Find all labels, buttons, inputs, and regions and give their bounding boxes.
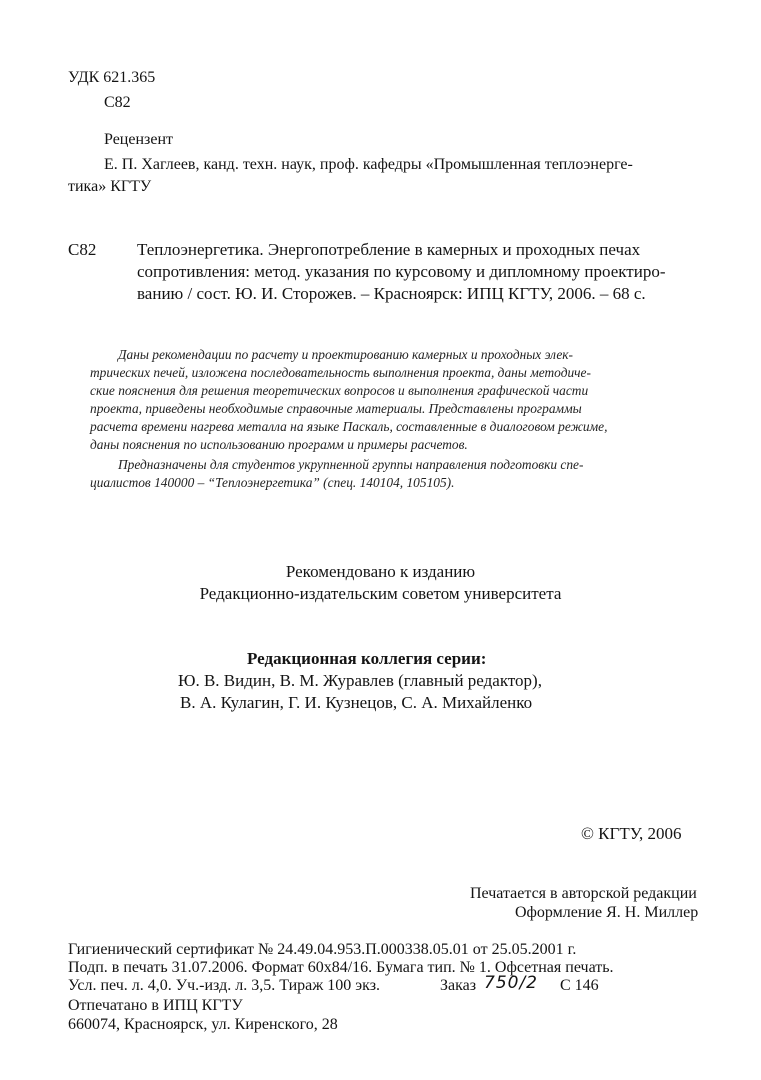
copyright: © КГТУ, 2006	[581, 824, 682, 843]
author-sign-code: С82	[104, 94, 131, 111]
recommendation-line-1: Рекомендовано к изданию	[285, 562, 476, 581]
imprint-line-5: 660074, Красноярск, ул. Киренского, 28	[68, 1016, 338, 1033]
abstract-line-7: Предназначены для студентов укрупненной группы направления подготовки спе-	[118, 457, 584, 472]
order-code: С 146	[560, 977, 599, 994]
order-label: Заказ	[440, 977, 477, 994]
udk-code: УДК 621.365	[68, 69, 156, 86]
imprint-line-2: Подп. в печать 31.07.2006. Формат 60х84/16. Бумага тип. № 1. Офсетная печать.	[68, 959, 614, 976]
recommendation-line-2: Редакционно-издательским советом университета	[199, 584, 562, 603]
reviewer-line-1: Е. П. Хаглеев, канд. техн. наук, проф. кафедры «Промышленная теплоэнерге-	[104, 156, 633, 173]
abstract-line-8: циалистов 140000 – “Теплоэнергетика” (спец. 140104, 105105).	[90, 475, 455, 490]
imprint-line-1: Гигиенический сертификат № 24.49.04.953.П.000338.05.01 от 25.05.2001 г.	[68, 941, 577, 958]
reviewer-line-2: тика» КГТУ	[68, 178, 152, 195]
board-line-2: В. А. Кулагин, Г. И. Кузнецов, С. А. Михайленко	[180, 693, 533, 712]
reviewer-label: Рецензент	[104, 131, 173, 148]
board-line-1: Ю. В. Видин, В. М. Журавлев (главный редактор),	[178, 671, 542, 690]
abstract-line-5: расчета времени нагрева металла на языке Паскаль, составленные в диалоговом режиме,	[90, 419, 608, 434]
abstract-line-2: трических печей, изложена последовательность выполнения проекта, даны методиче-	[90, 365, 591, 380]
bib-code: С82	[68, 240, 97, 259]
imprint-line-3: Усл. печ. л. 4,0. Уч.-изд. л. 3,5. Тираж 100 экз.	[68, 977, 381, 994]
edition-line-2: Оформление Я. Н. Миллер	[515, 904, 699, 921]
abstract-line-4: проекта, приведены необходимые справочные материалы. Представлены программы	[90, 401, 582, 416]
order-number-handwritten: 750/2	[484, 973, 538, 993]
edition-line-1: Печатается в авторской редакции	[470, 885, 697, 902]
board-title: Редакционная коллегия серии:	[247, 649, 487, 668]
abstract-line-6: даны пояснения по использованию программ и примеры расчетов.	[90, 437, 468, 452]
bib-line-1: Теплоэнергетика. Энергопотребление в камерных и проходных печах	[137, 240, 641, 259]
bib-line-2: сопротивления: метод. указания по курсовому и дипломному проектиро-	[137, 262, 666, 281]
bib-line-3: ванию / сост. Ю. И. Сторожев. – Красноярск: ИПЦ КГТУ, 2006. – 68 с.	[137, 284, 646, 303]
abstract-line-3: ские пояснения для решения теоретических вопросов и выполнения графической части	[90, 383, 589, 398]
imprint-line-4: Отпечатано в ИПЦ КГТУ	[68, 997, 243, 1014]
abstract-line-1: Даны рекомендации по расчету и проектированию камерных и проходных элек-	[118, 347, 574, 362]
